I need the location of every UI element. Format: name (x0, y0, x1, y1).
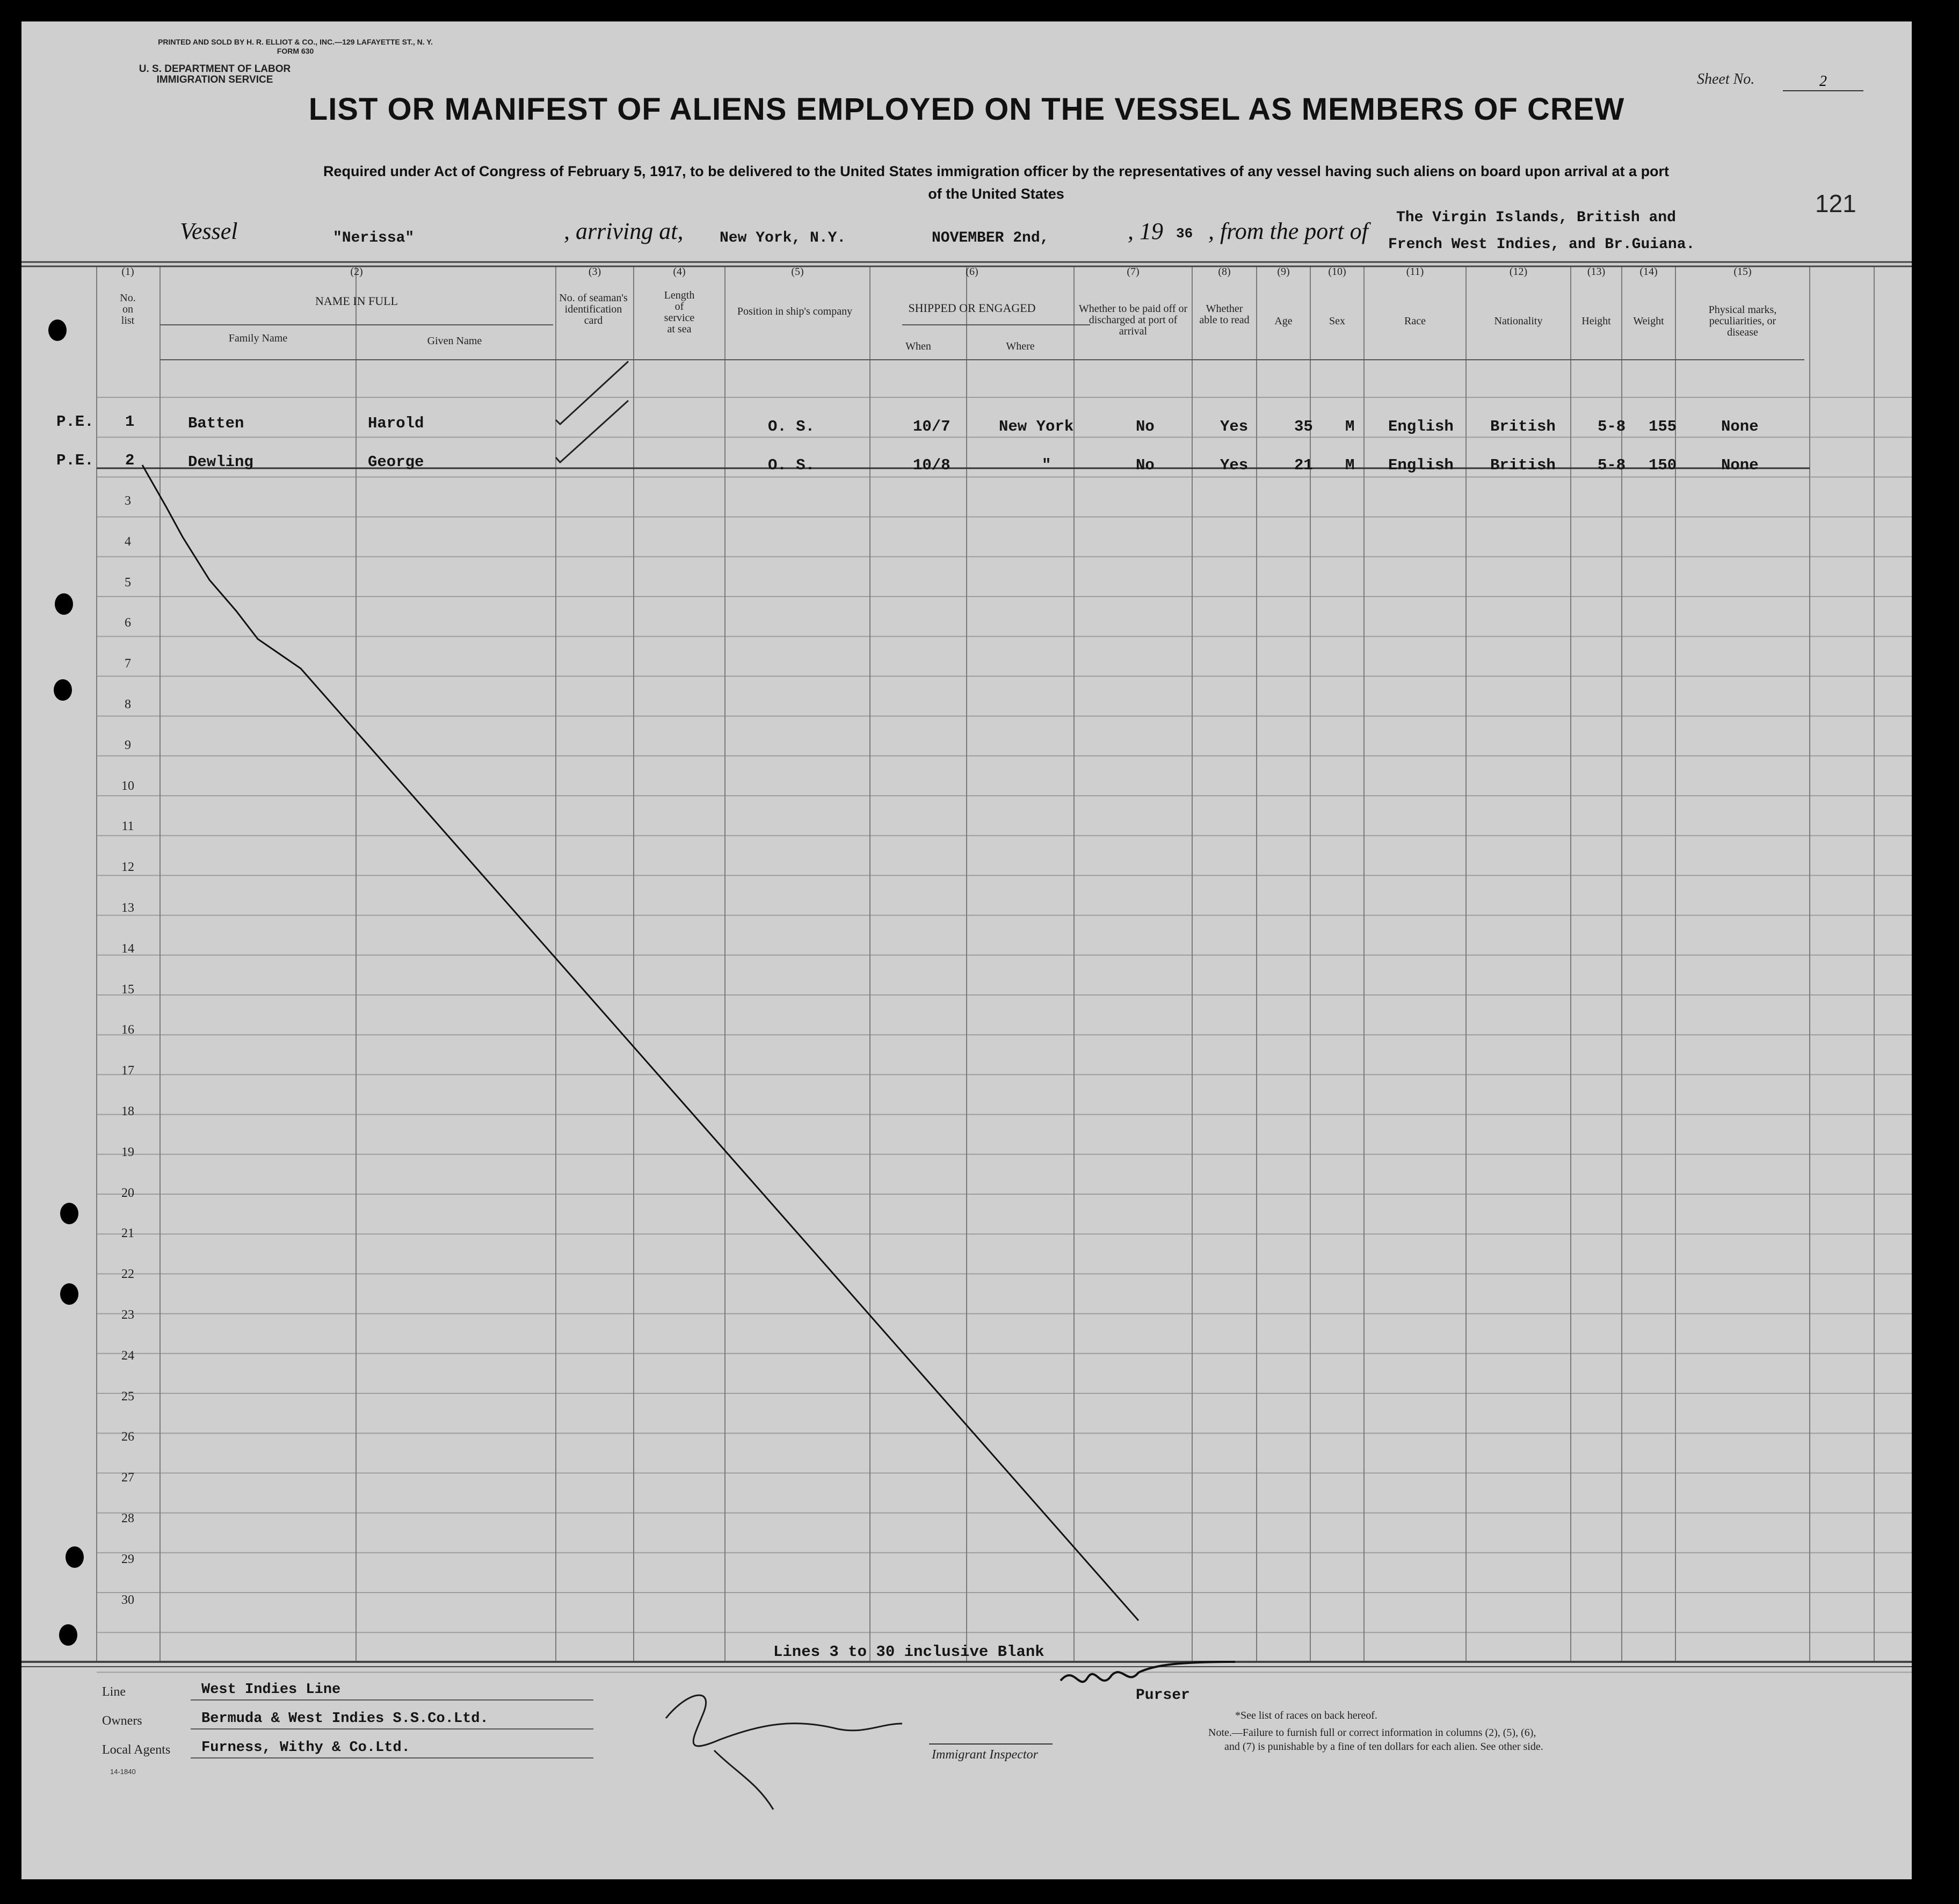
blank-row-number: 29 (121, 1552, 134, 1566)
note-line1: Note.—Failure to furnish full or correct information in columns (2), (5), (6), (1208, 1727, 1536, 1739)
line-underline (191, 1699, 593, 1700)
weight: 150 (1649, 456, 1677, 474)
subtitle: Required under Act of Congress of February 5, 1917, to be delivered to the United States immigration officer by the representatives of any vessel having such aliens on board upon arrival at a port (323, 163, 1670, 179)
nationality: British (1490, 418, 1556, 435)
col12-header: Nationality (1494, 315, 1543, 327)
arriving-port: New York, N.Y. (720, 230, 846, 246)
blank-row-number: 3 (125, 494, 131, 508)
age: 35 (1294, 418, 1313, 435)
sheet-number: 2 (1783, 73, 1863, 91)
height: 5-8 (1598, 418, 1626, 435)
col5-number: (5) (791, 266, 804, 278)
col14-number: (14) (1639, 266, 1658, 278)
shipped-when: 10/8 (913, 456, 951, 474)
owners-label: Owners (102, 1714, 142, 1728)
line-value: West Indies Line (201, 1682, 341, 1698)
col9-header: Age (1274, 315, 1293, 327)
check-marks (556, 361, 628, 462)
row-number: 1 (125, 413, 135, 431)
blank-row-number: 23 (121, 1308, 134, 1322)
from-port-line2: French West Indies, and Br.Guiana. (1388, 236, 1695, 253)
col15-number: (15) (1733, 266, 1752, 278)
year-suffix: 36 (1176, 226, 1193, 242)
col1-header: No. on list (120, 292, 136, 326)
sex: M (1345, 456, 1355, 474)
blank-row-number: 13 (121, 901, 134, 915)
blank-row-number: 18 (121, 1104, 134, 1118)
col15-header: Physical marks, peculiarities, or disease (1708, 304, 1777, 338)
col6-where: Where (1006, 340, 1035, 352)
from-port-label: , from the port of (1208, 218, 1368, 244)
race: English (1388, 456, 1454, 474)
shipped-where: " (1042, 456, 1051, 474)
blank-row-number: 8 (125, 697, 131, 711)
col6-when: When (905, 340, 931, 352)
blank-row-number: 20 (121, 1186, 134, 1200)
form-code: 14-1840 (110, 1768, 136, 1776)
col3-number: (3) (588, 266, 601, 278)
family-name: Batten (188, 415, 244, 432)
year-prefix: , 19 (1128, 218, 1163, 244)
agents-value: Furness, Withy & Co.Ltd. (201, 1740, 410, 1756)
blank-row-number: 4 (125, 534, 131, 549)
void-line (142, 465, 1138, 1620)
col11-number: (11) (1406, 266, 1424, 278)
col4-header: Length of service at sea (664, 289, 695, 335)
owners-value: Bermuda & West Indies S.S.Co.Ltd. (201, 1711, 489, 1727)
position: O. S. (768, 456, 815, 474)
punch-hole (60, 1203, 78, 1224)
arriving-label: , arriving at, (564, 218, 684, 244)
punch-hole (48, 319, 67, 341)
subtitle-2: of the United States (928, 186, 1064, 202)
blank-lines-note: Lines 3 to 30 inclusive Blank (773, 1643, 1044, 1661)
col7-number: (7) (1127, 266, 1140, 278)
vessel-label: Vessel (180, 218, 238, 244)
inspector-label: Immigrant Inspector (932, 1748, 1038, 1762)
blank-row-number: 28 (121, 1511, 134, 1525)
col13-header: Height (1581, 315, 1611, 327)
shipped-when: 10/7 (913, 418, 951, 435)
col6-header: SHIPPED OR ENGAGED (908, 301, 1036, 315)
blank-row-number: 30 (121, 1593, 134, 1607)
height: 5-8 (1598, 456, 1626, 474)
race: English (1388, 418, 1454, 435)
blank-row-number: 17 (121, 1064, 134, 1078)
row-mark: P.E. (56, 413, 94, 431)
blank-row-number: 9 (125, 738, 131, 752)
col2-header: NAME IN FULL (315, 294, 398, 308)
shipped-where: New York (999, 418, 1074, 435)
vessel-name: "Nerissa" (333, 230, 415, 246)
able-to-read: Yes (1220, 418, 1249, 435)
col5-header: Position in ship's company (737, 306, 853, 317)
family-name: Dewling (188, 453, 253, 471)
col13-number: (13) (1587, 266, 1606, 278)
position: O. S. (768, 418, 815, 435)
owners-underline (191, 1728, 593, 1729)
blank-row-number: 12 (121, 860, 134, 875)
agents-label: Local Agents (102, 1743, 171, 1757)
physical-marks: None (1721, 456, 1759, 474)
paid-off: No (1136, 418, 1155, 435)
punch-hole (60, 1283, 78, 1305)
col11-header: Race (1404, 315, 1426, 327)
col10-number: (10) (1328, 266, 1346, 278)
form-number: FORM 630 (277, 47, 314, 55)
given-name: George (368, 453, 424, 471)
sheet-label: Sheet No. (1697, 71, 1755, 88)
blank-row-number: 22 (121, 1267, 134, 1282)
agents-underline (191, 1757, 593, 1758)
blank-row-number: 27 (121, 1471, 134, 1485)
note-line2: and (7) is punishable by a fine of ten dollars for each alien. See other side. (1224, 1741, 1543, 1753)
col2-number: (2) (350, 266, 363, 278)
service: IMMIGRATION SERVICE (156, 74, 273, 85)
col2-family: Family Name (228, 332, 288, 344)
age: 21 (1294, 456, 1313, 474)
blank-row-number: 6 (125, 616, 131, 630)
blank-row-number: 24 (121, 1348, 134, 1363)
blank-row-number: 11 (121, 819, 134, 834)
from-port-line1: The Virgin Islands, British and (1396, 209, 1676, 226)
punch-hole (55, 593, 73, 615)
page-number: 121 (1815, 190, 1856, 217)
col4-number: (4) (673, 266, 686, 278)
col6-number: (6) (966, 266, 978, 278)
col2-given: Given Name (427, 335, 482, 347)
line-label: Line (102, 1685, 126, 1699)
col10-header: Sex (1329, 315, 1345, 327)
punch-hole (66, 1546, 84, 1568)
blank-row-number: 21 (121, 1226, 134, 1241)
arrival-date: NOVEMBER 2nd, (932, 230, 1049, 246)
manifest-sheet (21, 21, 1912, 1879)
blank-row-number: 26 (121, 1430, 134, 1444)
row-mark: P.E. (56, 452, 94, 469)
row-number: 2 (125, 452, 135, 469)
blank-row-number: 5 (125, 575, 131, 590)
col3-header: No. of seaman's identification card (559, 292, 628, 326)
races-note: *See list of races on back hereof. (1235, 1710, 1377, 1721)
blank-row-number: 16 (121, 1023, 134, 1037)
col1-number: (1) (121, 266, 134, 278)
blank-row-number: 19 (121, 1145, 134, 1159)
printer-line: PRINTED AND SOLD BY H. R. ELLIOT & CO., INC.—129 LAFAYETTE ST., N. Y. (158, 38, 433, 46)
col8-header: Whether able to read (1199, 303, 1250, 326)
able-to-read: Yes (1220, 456, 1249, 474)
punch-hole (59, 1624, 77, 1646)
punch-hole (54, 679, 72, 701)
col12-number: (12) (1509, 266, 1528, 278)
sex: M (1345, 418, 1355, 435)
blank-row-number: 14 (121, 941, 134, 956)
paid-off: No (1136, 456, 1155, 474)
blank-row-number: 7 (125, 657, 131, 671)
blank-row-number: 10 (121, 779, 134, 793)
blank-row-number: 25 (121, 1389, 134, 1404)
weight: 155 (1649, 418, 1677, 435)
inspector-signature (666, 1695, 902, 1809)
col7-header: Whether to be paid off or discharged at port of arrival (1078, 303, 1188, 337)
col14-header: Weight (1633, 315, 1664, 327)
col9-number: (9) (1277, 266, 1290, 278)
page-title: LIST OR MANIFEST OF ALIENS EMPLOYED ON THE VESSEL AS MEMBERS OF CREW (308, 92, 1625, 127)
department: U. S. DEPARTMENT OF LABOR (139, 63, 291, 75)
purser-label: Purser (1136, 1687, 1190, 1704)
physical-marks: None (1721, 418, 1759, 435)
blank-row-number: 15 (121, 982, 134, 997)
given-name: Harold (368, 415, 424, 432)
nationality: British (1490, 456, 1556, 474)
col8-number: (8) (1218, 266, 1231, 278)
